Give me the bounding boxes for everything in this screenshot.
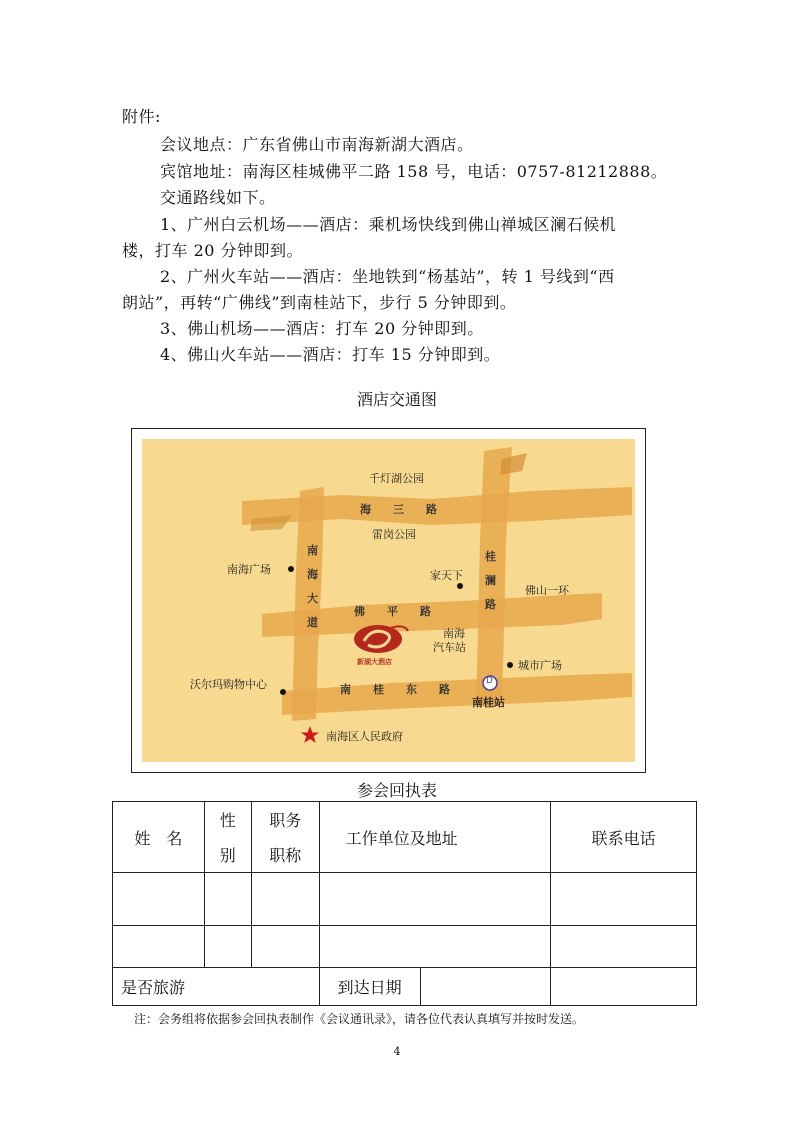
unit-cell[interactable] bbox=[319, 873, 551, 926]
metro-badge-label: D bbox=[486, 676, 493, 686]
city-plaza-dot bbox=[507, 662, 513, 668]
gender-cell[interactable] bbox=[204, 926, 251, 968]
hotel-traffic-map bbox=[131, 428, 646, 773]
route-1-line-2: 楼，打车 20 分钟即到。 bbox=[122, 241, 304, 260]
header-title: 职务 职称 bbox=[251, 802, 319, 873]
name-cell[interactable] bbox=[113, 873, 205, 926]
nanhai-bus-station-label-1: 南海 bbox=[443, 627, 465, 640]
table-footer-row bbox=[113, 968, 697, 1006]
table-header-row bbox=[113, 802, 697, 873]
phone-cell[interactable] bbox=[551, 873, 697, 926]
nanhai-bus-station-label-2: 汽车站 bbox=[433, 641, 466, 654]
attachment-heading: 附件: bbox=[122, 107, 161, 126]
header-phone: 联系电话 bbox=[551, 802, 697, 873]
route-2-line-2: 朗站”，再转“广佛线”到南桂站下，步行 5 分钟即到。 bbox=[122, 293, 517, 312]
nangui-east-road-label: 南桂东路 bbox=[340, 683, 472, 696]
arrival-date-cell-ext[interactable] bbox=[551, 968, 697, 1006]
gender-cell[interactable] bbox=[204, 873, 251, 926]
venue-paragraph: 会议地点：广东省佛山市南海新湖大酒店。 bbox=[160, 135, 474, 154]
foping-road-label: 佛平路 bbox=[354, 605, 453, 618]
jiatianxia-dot bbox=[457, 583, 463, 589]
foshan-ring-label: 佛山一环 bbox=[525, 584, 569, 597]
nanhai-avenue-label: 南海大道 bbox=[307, 544, 318, 629]
nanhai-square-label: 南海广场 bbox=[227, 563, 271, 576]
leigang-park-label: 雷岗公园 bbox=[372, 528, 416, 541]
city-plaza-label: 城市广场 bbox=[518, 659, 562, 672]
haisan-road-label: 海三路 bbox=[360, 503, 459, 516]
unit-cell[interactable] bbox=[319, 926, 551, 968]
route-1-line-1: 1、广州白云机场——酒店：乘机场快线到佛山禅城区澜石候机 bbox=[160, 215, 617, 234]
phone-cell[interactable] bbox=[551, 926, 697, 968]
table-row bbox=[113, 873, 697, 926]
table-row bbox=[113, 926, 697, 968]
nangui-station-label: 南桂站 bbox=[472, 696, 505, 709]
hotel-logo-text: 新湖大酒店 bbox=[357, 658, 392, 666]
nanhai-square-dot bbox=[288, 566, 294, 572]
govt-label: 南海区人民政府 bbox=[326, 730, 403, 743]
route-4: 4、佛山火车站——酒店：打车 15 分钟即到。 bbox=[160, 345, 501, 364]
footnote: 注：会务组将依据参会回执表制作《会议通讯录》，请各位代表认真填写并按时发送。 bbox=[134, 1012, 585, 1026]
address-paragraph: 宾馆地址：南海区桂城佛平二路 158 号，电话：0757-81212888。 bbox=[160, 162, 668, 181]
qiandeng-park-label: 千灯湖公园 bbox=[369, 472, 424, 485]
route-intro: 交通路线如下。 bbox=[160, 188, 276, 207]
route-2-line-1: 2、广州火车站——酒店：坐地铁到“杨基站”，转 1 号线到“西 bbox=[160, 267, 615, 286]
arrival-date-cell[interactable] bbox=[421, 968, 551, 1005]
route-3: 3、佛山机场——酒店：打车 20 分钟即到。 bbox=[160, 319, 484, 338]
walmart-label: 沃尔玛购物中心 bbox=[190, 678, 267, 691]
title-cell[interactable] bbox=[251, 873, 319, 926]
map-caption: 酒店交通图 bbox=[356, 390, 437, 409]
guilan-road-label: 桂澜路 bbox=[485, 550, 496, 611]
arrival-label: 到达日期 bbox=[320, 968, 421, 1005]
walmart-dot bbox=[280, 689, 286, 695]
header-unit: 工作单位及地址 bbox=[319, 802, 551, 873]
page-number: 4 bbox=[393, 1045, 401, 1058]
header-name: 姓 名 bbox=[113, 802, 205, 873]
jiatianxia-label: 家天下 bbox=[430, 569, 463, 582]
arrival-group bbox=[319, 968, 551, 1006]
form-caption: 参会回执表 bbox=[356, 781, 437, 800]
name-cell[interactable] bbox=[113, 926, 205, 968]
title-cell[interactable] bbox=[251, 926, 319, 968]
travel-cell[interactable] bbox=[204, 968, 319, 1006]
travel-label: 是否旅游 bbox=[113, 968, 205, 1006]
reply-form-table bbox=[112, 801, 697, 1006]
header-gender: 性 别 bbox=[204, 802, 251, 873]
